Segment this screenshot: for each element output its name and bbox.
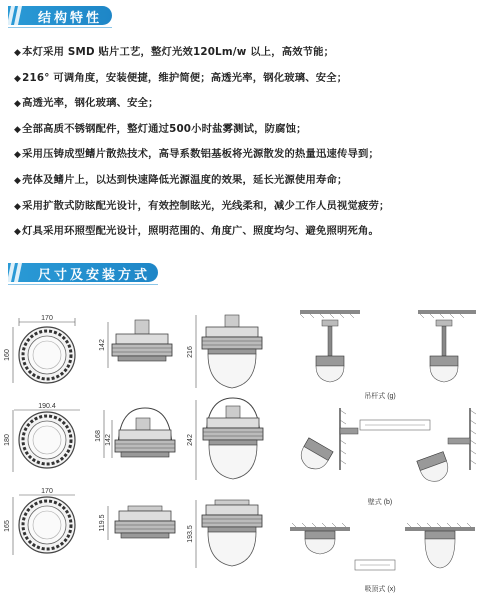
side-view-3 (99, 506, 175, 540)
feature-item: ◆壳体及鳍片上，以达到快速降低光源温度的效果，延长光源使用寿命； (14, 173, 348, 186)
feature-item: ◆高透光率，钢化玻璃、安全； (14, 97, 159, 110)
front-view-1 (4, 315, 75, 383)
dim-width-2: 190.4 (38, 403, 56, 410)
feature-item: ◆采用扩散式防眩配光设计，有效控制眩光，光线柔和，减少工作人员视觉疲劳； (14, 199, 390, 212)
dim-width-1: 170 (41, 315, 53, 322)
dim-total-2: 242 (187, 434, 194, 446)
full-view-1 (187, 315, 262, 388)
side-view-2 (95, 408, 175, 458)
front-view-2 (4, 403, 80, 472)
label-wall-mount: 壁式 (b) (367, 499, 393, 506)
front-view-3 (4, 488, 75, 555)
dim-total-3: 193.5 (187, 525, 194, 543)
dim-side-3: 119.5 (99, 514, 106, 532)
side-view-1 (99, 320, 172, 368)
install-wall (296, 408, 476, 506)
label-pole-mount: 吊杆式 (g) (364, 393, 396, 400)
feature-item: ◆本灯采用 SMD 贴片工艺，整灯光效120Lm/w 以上，高效节能； (14, 46, 335, 58)
dim-height-2: 180 (4, 434, 11, 446)
dim-total-1: 216 (187, 346, 194, 358)
section-title-dimensions: 尺寸及安装方式 (38, 268, 151, 283)
label-ceiling-mount: 吸顶式 (x) (364, 586, 396, 593)
feature-item: ◆全部高质不锈钢配件，整灯通过500小时盐雾测试，防腐蚀； (14, 122, 307, 135)
feature-item: ◆216° 可调角度，安装便捷，维护简便；高透光率，钢化玻璃、安全； (14, 71, 348, 84)
dim-side-1: 142 (99, 339, 106, 351)
full-view-2 (187, 398, 263, 480)
dim-width-3: 170 (41, 488, 53, 495)
feature-item: ◆灯具采用环照型配光设计，照明范围的、角度广、照度均匀、避免照明死角。 (14, 225, 380, 238)
feature-item: ◆采用压铸成型鳍片散热技术，高导系数铝基板将光源散发的热量迅速传导到； (14, 148, 380, 161)
install-ceiling (290, 523, 475, 593)
full-view-3 (187, 500, 262, 568)
dim-side-2a: 168 (95, 430, 102, 442)
dim-height-3: 165 (4, 520, 11, 532)
install-pole (300, 310, 476, 400)
dim-height-1: 160 (4, 349, 11, 361)
section-title-structure: 结构特性 (38, 11, 103, 26)
dim-side-2b: 142 (105, 434, 112, 446)
